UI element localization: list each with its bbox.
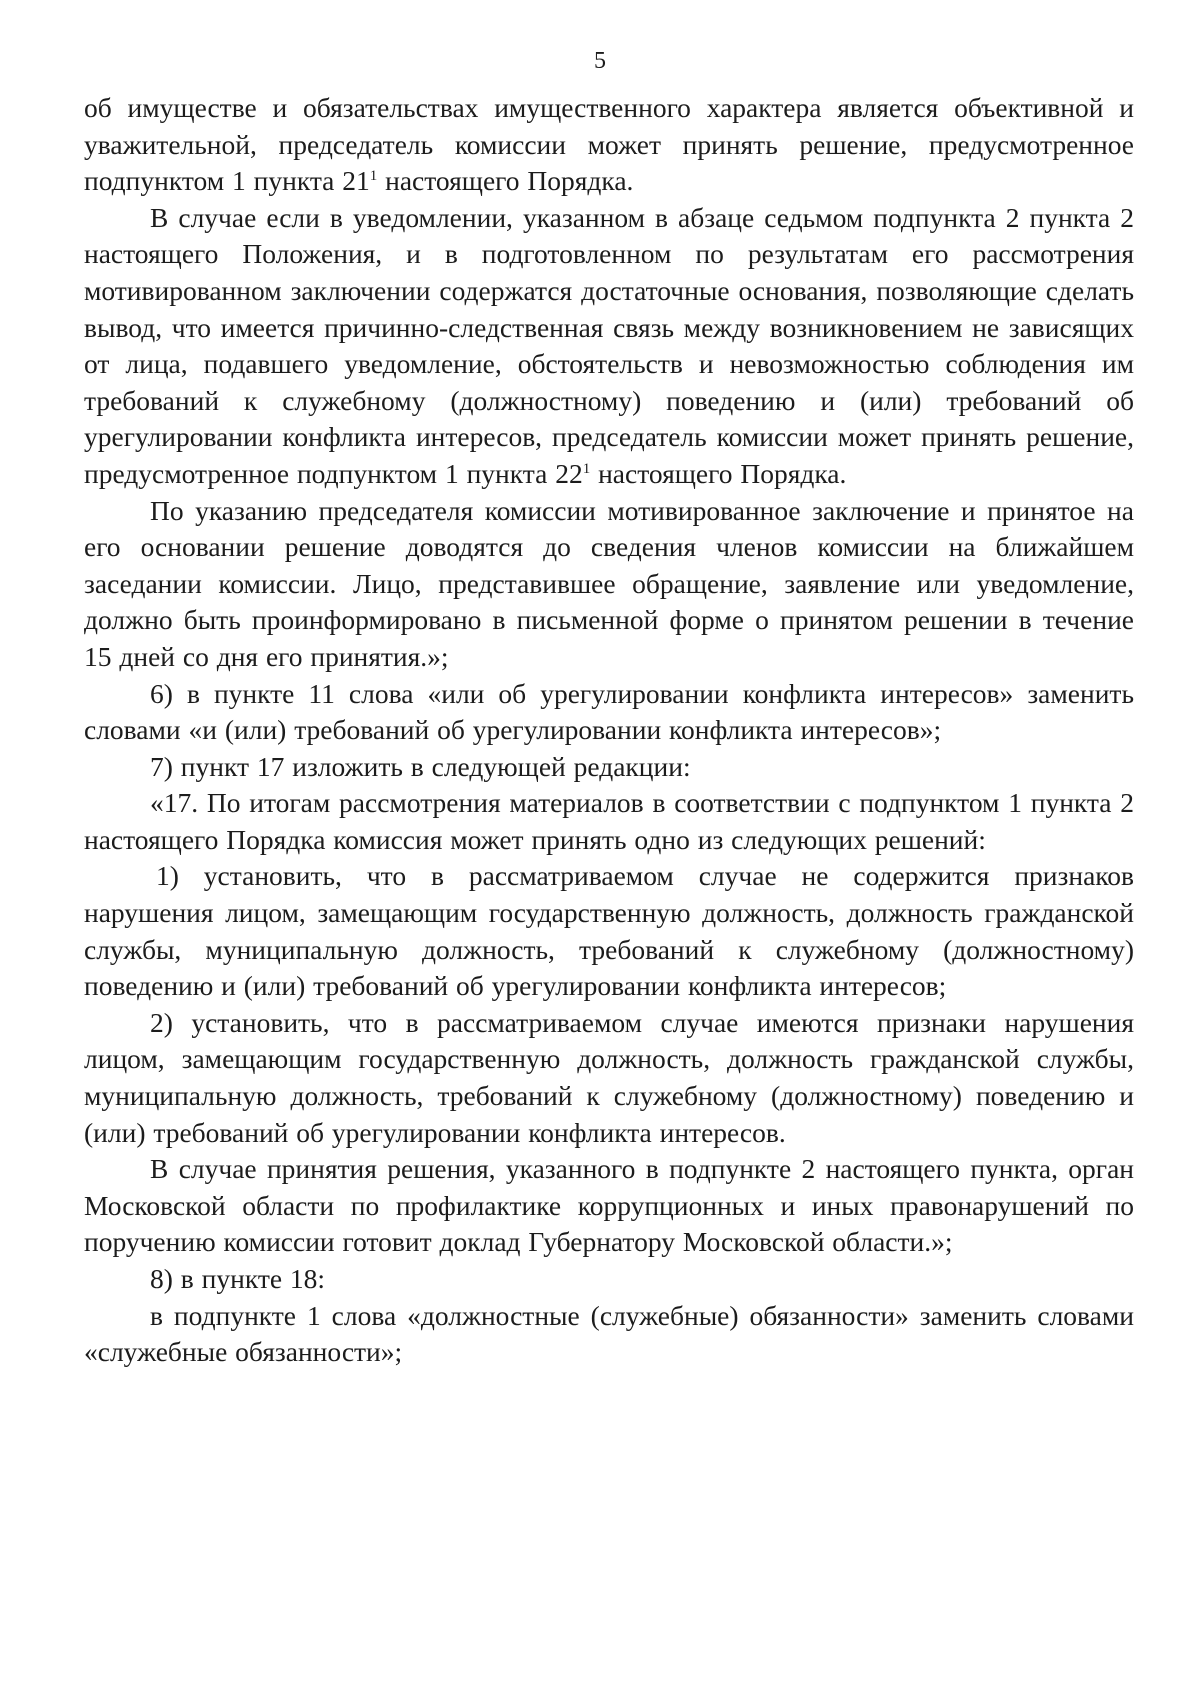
- paragraph-1-text: об имуществе и обязательствах имущественного характера является объективной и уважительной, председатель комиссии может принять решение, предусмотренное подпунктом 1 пункта 21: [84, 92, 1134, 197]
- paragraph-4: 6) в пункте 11 слова «или об урегулировании конфликта интересов» заменить словами «и (или) требований об урегулировании конфликта интересов»;: [84, 677, 1134, 746]
- paragraph-2-text: В случае если в уведомлении, указанном в абзаце седьмом подпункта 2 пункта 2 настоящего Положения, и в подготовленном по результатам его рассмотрения мотивированном заключении содержатся достаточные основания, позволяющие сделать вывод, что имеется причинно-следственная связь между возникновением не зависящих от лица, подавшего уведомление, обстоятельств и невозможностью соблюдения им требований к служебному (должностному) поведению и (или) требований об урегулировании конфликта интересов, председатель комиссии может принять решение, предусмотренное подпунктом 1 пункта 22: [84, 201, 1134, 489]
- paragraph-11: в подпункте 1 слова «должностные (служебные) обязанности» заменить словами «служебные обязанности»;: [84, 1299, 1134, 1368]
- document-body: [84, 90, 1134, 1371]
- paragraph-7: 1) установить, что в рассматриваемом случае не содержится признаков нарушения лицом, замещающим государственную должность, должность гражданской службы, муниципальную должность, требований к служебному (должностному) поведению и (или) требований об урегулировании конфликта интересов;: [84, 860, 1134, 1002]
- paragraph-8: 2) установить, что в рассматриваемом случае имеются признаки нарушения лицом, замещающим государственную должность, должность гражданской службы, муниципальную должность, требований к служебному (должностному) поведению и (или) требований об урегулировании конфликта интересов.: [84, 1006, 1134, 1148]
- paragraph-5: 7) пункт 17 изложить в следующей редакции:: [150, 750, 691, 782]
- paragraph-1-end: настоящего Порядка.: [377, 165, 634, 197]
- paragraph-3: По указанию председателя комиссии мотивированное заключение и принятое на его основании решение доводятся до сведения членов комиссии на ближайшем заседании комиссии. Лицо, представившее обращение, заявление или уведомление, должно быть проинформировано в письменной форме о принятом решении в течение 15 дней со дня его принятия.»;: [84, 494, 1134, 672]
- paragraph-6: «17. По итогам рассмотрения материалов в соответствии с подпунктом 1 пункта 2 настоящего Порядка комиссия может принять одно из следующих решений:: [84, 787, 1134, 855]
- paragraph-2: [84, 200, 1134, 493]
- paragraph-1: [84, 90, 1134, 200]
- paragraph-1-superscript: 1: [369, 168, 378, 185]
- paragraph-10: 8) в пункте 18:: [150, 1263, 326, 1294]
- paragraph-9: В случае принятия решения, указанного в подпункте 2 настоящего пункта, орган Московской области по профилактике коррупционных и иных правонарушений по поручению комиссии готовит доклад Губернатору Московской области.»;: [84, 1153, 1134, 1258]
- paragraph-2-superscript: 1: [582, 460, 591, 477]
- paragraph-2-end: настоящего Порядка.: [590, 457, 847, 489]
- page-number: 5: [594, 48, 606, 74]
